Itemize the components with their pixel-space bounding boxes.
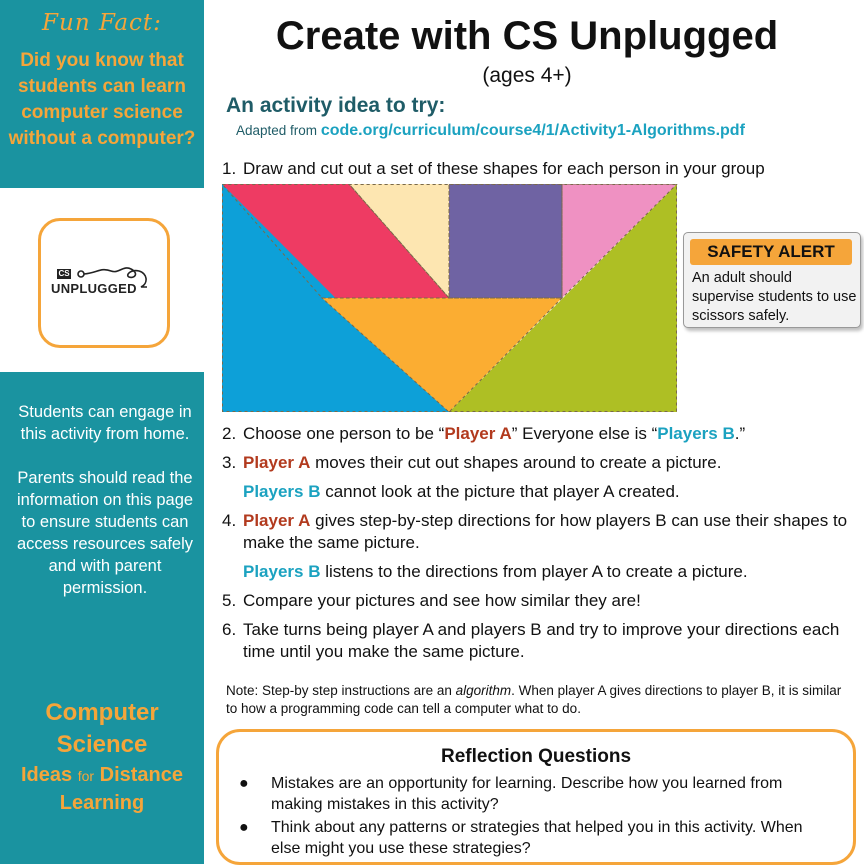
- activity-subheading: An activity idea to try:: [226, 94, 446, 117]
- step-2: 2. Choose one person to be “Player A” Everyone else is “Players B.”: [222, 424, 746, 443]
- fun-fact-box: [0, 0, 204, 188]
- algorithm-note: Note: Step-by step instructions are an algorithm. When player A gives directions to player B, it is similar to how a programming code can tell a computer what to do.: [226, 683, 842, 716]
- bullet-icon: ●: [239, 775, 249, 792]
- cs-title-learning: Learning: [59, 792, 145, 814]
- plug-cord-icon: [67, 261, 157, 301]
- bullet-icon: ●: [239, 819, 249, 836]
- cs-title-ideas: Ideas: [21, 764, 73, 786]
- step-3: 3. Player A moves their cut out shapes around to create a picture.: [222, 453, 722, 472]
- logo-wordmark: UNPLUGGED: [51, 281, 137, 296]
- sidebar-paragraph-parents: Parents should read the information on this page to ensure students can access resources safely and with parent permission.: [16, 469, 194, 597]
- safety-alert-text: An adult should supervise students to use scissors safely.: [692, 270, 857, 324]
- page-title: Create with CS Unplugged: [275, 14, 779, 58]
- cs-unplugged-logo: [38, 218, 170, 348]
- safety-alert-box: [683, 232, 861, 328]
- cs-ideas-title: [0, 697, 204, 816]
- logo-cs-mark: CS: [58, 269, 70, 278]
- tangram-shapes: [222, 184, 678, 414]
- reflection-question-1: ● Mistakes are an opportunity for learning. Describe how you learned from making mistakes in this activity?: [239, 775, 783, 813]
- age-range: (ages 4+): [482, 64, 572, 87]
- cs-title-computer: Computer: [45, 699, 159, 726]
- reflection-question-2: ● Think about any patterns or strategies that helped you in this activity. When else might you use these strategies?: [239, 819, 803, 857]
- step-4: 4. Player A gives step-by-step directions for how players B can use their shapes to make the same picture.: [222, 511, 848, 552]
- step-5: 5. Compare your pictures and see how similar they are!: [222, 591, 641, 610]
- adapted-prefix: Adapted from: [236, 123, 318, 138]
- fun-fact-title: Fun Fact:: [42, 10, 162, 36]
- step-3-players-b: Players B cannot look at the picture that player A created.: [243, 482, 680, 501]
- step-1: 1. Draw and cut out a set of these shapes for each person in your group: [222, 159, 765, 178]
- shape-purple-square: [449, 184, 562, 298]
- step-4-players-b: Players B listens to the directions from player A to create a picture.: [243, 562, 748, 581]
- cs-title-distance: Distance: [99, 764, 183, 786]
- source-link[interactable]: code.org/curriculum/course4/1/Activity1-Algorithms.pdf: [320, 122, 745, 139]
- sidebar-panel: [0, 372, 204, 864]
- safety-alert-title: SAFETY ALERT: [690, 239, 852, 265]
- step-6: 6. Take turns being player A and players B and try to improve your directions each time until you make the same picture.: [222, 620, 840, 661]
- cs-title-for: for: [77, 768, 95, 784]
- fun-fact-text: Did you know that students can learn computer science without a computer?: [8, 50, 196, 149]
- adapted-from-line: [236, 122, 745, 140]
- sidebar-paragraph-home: Students can engage in this activity from home.: [18, 403, 192, 443]
- cs-title-science: Science: [56, 731, 148, 758]
- reflection-box: [216, 729, 856, 865]
- reflection-title: Reflection Questions: [440, 746, 632, 767]
